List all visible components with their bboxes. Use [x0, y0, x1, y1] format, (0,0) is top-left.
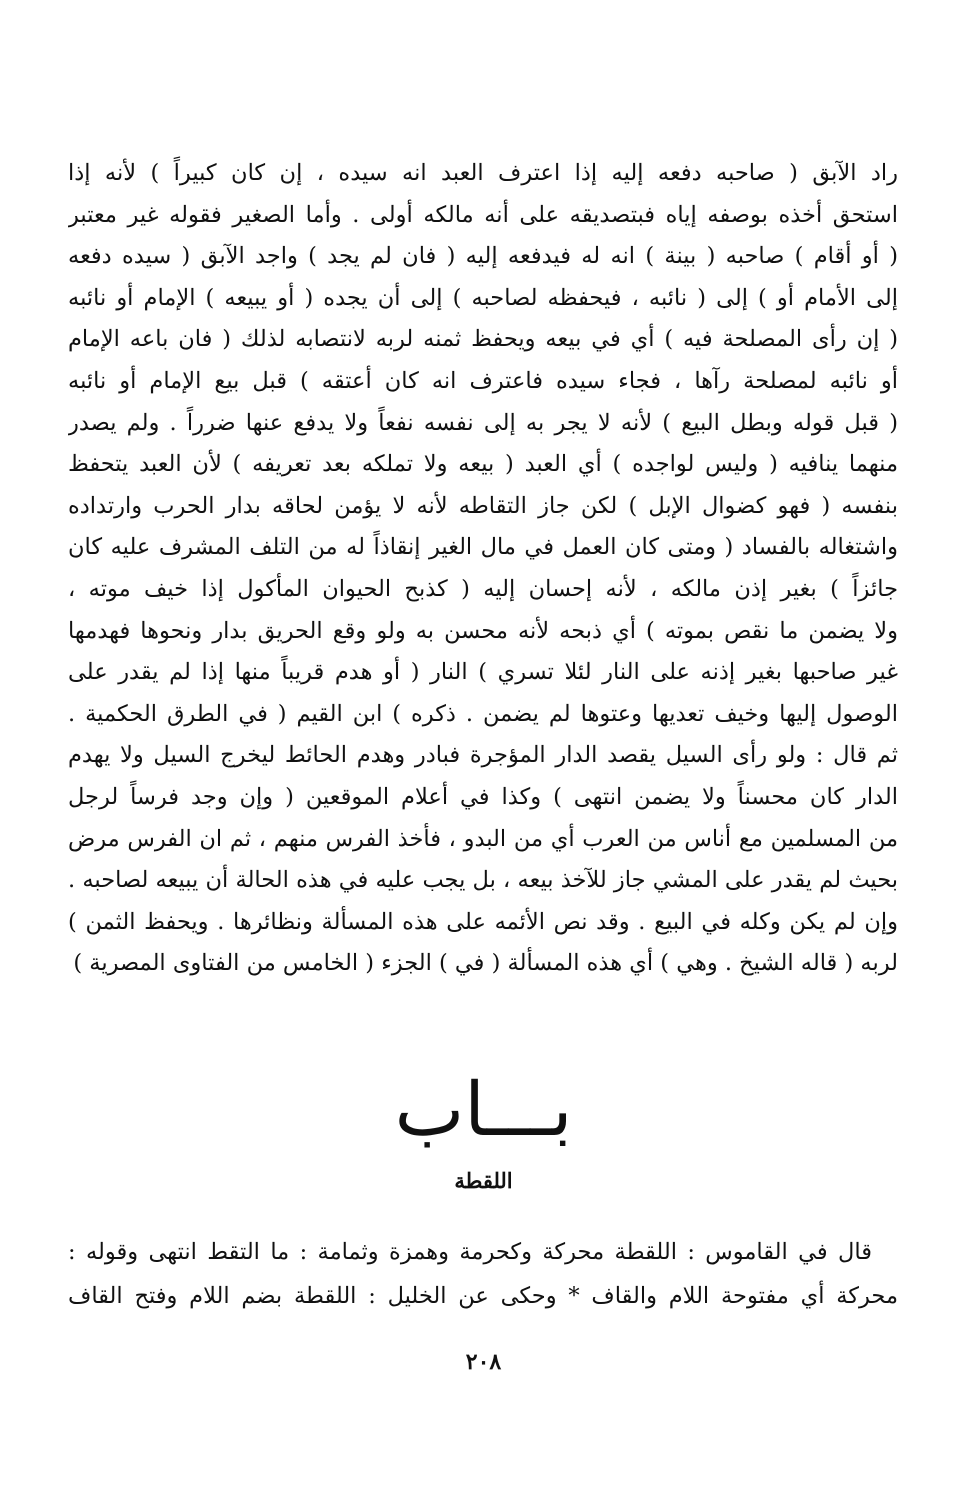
- text-line: استحق أخذه بوصفه إياه فبتصديقه على أنه مالكه أولى . وأما الصغير فقوله غير معتبر: [68, 201, 898, 228]
- text-line: بنفسه ( فهو كضوال الإبل ) لكن جاز التقاطه لأنه لا يؤمن لحاقه بدار الحرب وارتداده: [68, 492, 898, 519]
- text-line: إلى الأمام أو ) إلى ( نائبه ، فيحفظه لصاحبه ) إلى أن يجده ( أو يبيعه ) الإمام أو نائبه: [68, 284, 898, 311]
- page-number: ٢٠٨: [465, 1349, 502, 1375]
- text-line: ( إن رأى المصلحة فيه ) أي في بيعه ويحفظ ثمنه لربه لانتصابه لذلك ( فان باعه الإمام: [68, 326, 898, 353]
- text-line: ( أو أقام ) صاحبه ( بينة ) انه له فيدفعه إليه ( فان لم يجد ) واجد الآبق ( سيده دفعه: [68, 243, 898, 270]
- text-line: منهما ينافيه ( وليس لواجده ) أي العبد ( بيعه ولا تملكه بعد تعريفه ) لأن العبد يتحفظ: [68, 451, 898, 478]
- text-line: بحيث لم يقدر على المشي جاز للآخذ بيعه ، بل يجب عليه في هذه الحالة أن يبيعه لصاحبه .: [68, 867, 898, 894]
- text-line: جائزاً ) بغير إذن مالكه ، لأنه إحسان إليه ( كذبح الحيوان المأكول إذا خيف موته ،: [68, 575, 898, 602]
- text-line: ثم قال : ولو رأى السيل يقصد الدار المؤجرة فبادر وهدم الحائط ليخرج السيل ولا يهدم: [68, 742, 898, 769]
- text-line: ولا يضمن ما نقص بموته ) أي ذبحه لأنه محسن به ولو وقع الحريق بدار ونحوها فهدمها: [68, 617, 898, 644]
- text-line: الدار كان محسناً ولا يضمن انتهى ) وكذا في أعلام الموقعين ( وإن وجد فرساً لرجل: [68, 783, 898, 810]
- text-line: راد الآبق ( صاحبه دفعه إليه إذا اعترف العبد انه سيده ، إن كان كبيراً ) لأنه إذا: [68, 160, 898, 186]
- text-line: واشتغاله بالفساد ( ومتى كان العمل في مال الغير إنقاذاً له من التلف المشرف عليه كان: [68, 534, 898, 561]
- text-line: أو نائبه لمصلحة رآها ، فجاء سيده فاعترف انه كان أعتقه ) قبل بيع الإمام أو نائبه: [68, 367, 898, 394]
- text-line: لربه ( قاله الشيخ . وهي ) أي هذه المسألة ( في ) الجزء ( الخامس من الفتاوى المصرية ): [73, 950, 898, 977]
- text-line: من المسلمين مع أناس من العرب أي من البدو ، فأخذ الفرس منهم ، ثم ان الفرس مرض: [68, 825, 898, 852]
- intro-text-block: [68, 1230, 898, 1318]
- main-text-block: [68, 153, 898, 985]
- chapter-subtitle: اللقطة: [454, 1168, 513, 1193]
- chapter-heading: بـــاب: [394, 1067, 573, 1153]
- text-line: محركة أي مفتوحة اللام والقاف * وحكى عن الخليل : اللقطة بضم اللام وفتح القاف: [68, 1283, 898, 1309]
- text-line: وإن لم يكن وكله في البيع . وقد نص الأئمه على هذه المسألة ونظائرها . ويحفظ الثمن ): [68, 908, 898, 935]
- text-line: الوصول إليها وخيف تعديها وعتوها لم يضمن . ذكره ) ابن القيم ( في الطرق الحكمية .: [68, 700, 898, 727]
- text-line: ( قبل قوله وبطل البيع ) لأنه لا يجر به إلى نفسه نفعاً ولا يدفع عنها ضرراً . ولم يصدر: [68, 409, 898, 436]
- text-line: غير صاحبها بغير إذنه على النار لئلا تسري ) النار ( أو هدم قريباً منها إذا لم يقدر على: [68, 659, 898, 686]
- text-line: قال في القاموس : اللقطة محركة وكحرمة وهمزة وثمامة : ما التقط انتهى وقوله :: [68, 1239, 872, 1265]
